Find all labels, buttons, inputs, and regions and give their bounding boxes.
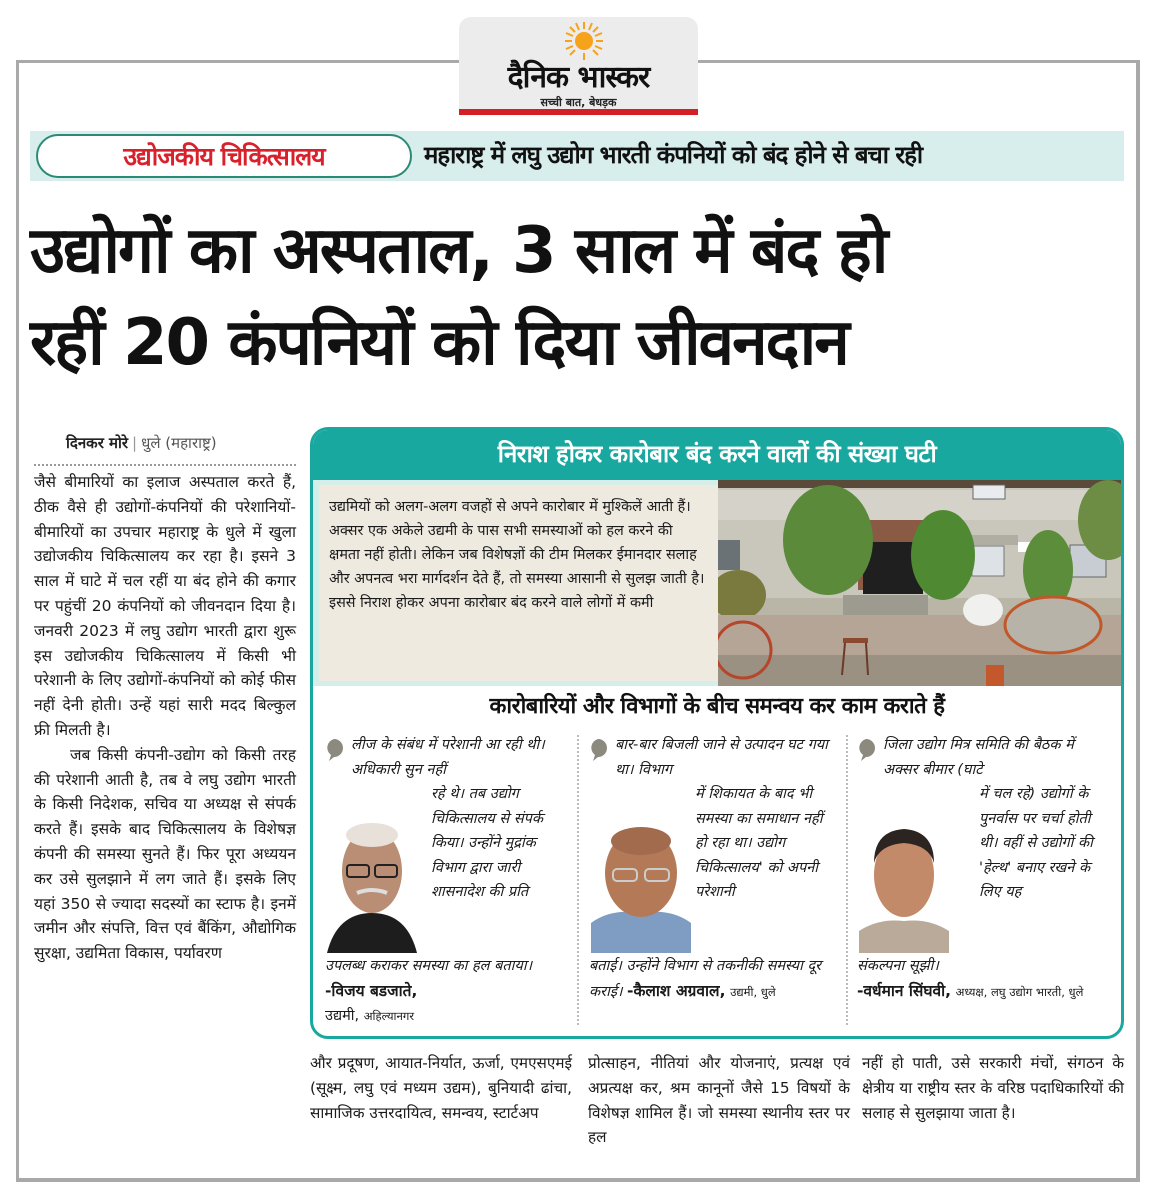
byline-separator: | (132, 434, 138, 452)
body-paragraph: जब किसी कंपनी-उद्योग को किसी तरह की परेशानी आती है, तब वे लघु उद्योग भारती के किसी निदेशक, सचिव या अध्यक्ष से संपर्क करते हैं। इसके बाद चिकित्सालय के विशेषज्ञ कंपनी की समस्या सुनते हैं। फिर पूरा अध्ययन कर उसे सुलझाने में लग जाते हैं। इसके लिए यहां 350 से ज्यादा सदस्यों का स्टाफ है। इनमें जमीन और संपत्ति, वित्त एवं बैंकिंग, औद्योगिक सुरक्षा, उद्यमिता विकास, पर्यावरण (34, 745, 296, 963)
quote-card (853, 733, 1115, 1033)
article-body-column-3: प्रोत्साहन, नीतियां और योजनाएं, प्रत्यक्ष एवं अप्रत्यक्ष कर, श्रम कानूनों जैसे 15 विषयों के विशेषज्ञ शामिल हैं। जो समस्या स्थानीय स्तर पर हल (588, 1054, 850, 1147)
quotes-section-title: कारोबारियों और विभागों के बीच समन्वय कर काम कराते हैं (489, 694, 945, 719)
portrait-photo (859, 813, 949, 953)
section-label-pill (36, 134, 412, 178)
quote-author-name: -वर्धमान सिंघवी, (857, 981, 952, 1000)
quote-author-name: -विजय बडजाते, (325, 981, 418, 1000)
byline (66, 433, 217, 453)
kicker-subheading: महाराष्ट्र में लघु उद्योग भारती कंपनियों को बंद होने से बचा रही (424, 141, 923, 169)
quote-text-bottom (325, 954, 572, 1029)
body-paragraph: जैसे बीमारियों का इलाज अस्पताल करते हैं, ठीक वैसे ही उद्योगों-कंपनियों की परेशानियों-बीमारियों का उपचार महाराष्ट्र के धुले में खुला उद्योजकीय चिकित्सालय कर रहा है। इसने 3 साल में घाटे में चल रहीं या बंद होने की कगार पर पहुंचीं 20 कंपनियों को जीवनदान दिया है। जनवरी 2023 में लघु उद्योग भारती द्वारा शुरू इस उद्योजकीय चिकित्सालय में किसी भी परेशानी के लिए उद्योगों-कंपनियों को कोई फीस नहीं देनी होती। उन्हें यहां सारी मदद बिल्कुल फ्री मिलती है। (34, 473, 296, 739)
quote-text: लीज के संबंध में परेशानी आ रही थी। अधिकारी सुन नहीं (351, 737, 545, 778)
quote-text-bottom (589, 954, 836, 1004)
author-name: दिनकर मोरे (66, 434, 129, 452)
quote-text: बताई। उन्होंने विभाग से तकनीकी समस्या दूर कराई। (589, 958, 822, 1000)
quote-text-bottom (857, 954, 1111, 1004)
byline-divider (34, 464, 296, 466)
masthead (459, 17, 698, 110)
headline-line-2: रहीं 20 कंपनियों को दिया जीवनदान (30, 306, 848, 380)
column-divider (577, 735, 579, 1025)
quote-author-place: उद्यमी, धुले (730, 984, 776, 999)
article-body-column-2: और प्रदूषण, आयात-निर्यात, ऊर्जा, एमएसएमई (सूक्ष्म, लघु एवं मध्यम उद्यम), बुनियादी ढांचा, सामाजिक उत्तरदायित्व, समन्वय, स्टार्टअप (310, 1054, 572, 1122)
quote-mark-icon (589, 739, 607, 761)
main-headline (30, 205, 1124, 389)
quote-author-role: उद्यमी, (325, 1008, 360, 1025)
feature-upper-band (313, 480, 1121, 686)
dateline-place: धुले (महाराष्ट्र) (141, 434, 217, 452)
quote-text: में शिकायत के बाद भी समस्या का समाधान नहीं हो रहा था। उद्योग चिकित्सालय' को अपनी परेशानी (695, 786, 823, 901)
kicker-band (30, 131, 1124, 181)
masthead-underline (459, 109, 698, 115)
quote-author-place: अध्यक्ष, लघु उद्योग भारती, धुले (955, 984, 1084, 999)
quote-mark-icon (325, 739, 343, 761)
column-divider (846, 735, 848, 1025)
feature-intro-text: उद्यमियों को अलग-अलग वजहों से अपने कारोबार में मुश्किलें आती हैं। अक्सर एक अकेले उद्यमी के पास सभी समस्याओं को हल करने की क्षमता नहीं होती। लेकिन जब विशेषज्ञों की टीम मिलकर ईमानदार सलाह और अपनत्व भरा मार्गदर्शन देते हैं, तो समस्या आसानी से सुलझ जाती है। इससे निराश होकर अपना कारोबार बंद करने वाले लोगों में कमी (319, 485, 718, 681)
quote-text: बार-बार बिजली जाने से उत्पादन घट गया था। विभाग (615, 737, 828, 778)
quote-card (585, 733, 840, 1033)
brand-name: दैनिक भास्कर (507, 60, 650, 95)
brand-tagline: सच्ची बात, बेधड़क (540, 96, 617, 109)
quote-text: संकल्पना सूझी। (857, 958, 939, 974)
section-label: उद्योजकीय चिकित्सालय (123, 142, 325, 171)
building-photo (718, 480, 1121, 686)
quote-text: में चल रहे) उद्योगों के पुनर्वास पर चर्चा होती थी। वहीं से उद्योगों की 'हेल्थ' बनाए रखने के लिए यह (979, 786, 1093, 901)
article-body-left-column (34, 470, 296, 966)
headline-line-1: उद्योगों का अस्पताल, 3 साल में बंद हो (30, 214, 887, 288)
article-body-column-4: नहीं हो पाती, उसे सरकारी मंचों, संगठन के क्षेत्रीय या राष्ट्रीय स्तर के वरिष्ठ पदाधिकारियों की सलाह से सुलझाया जाता है। (862, 1054, 1124, 1122)
quote-author-name: -कैलाश अग्रवाल, (627, 981, 726, 1000)
feature-box-title: निराश होकर कारोबार बंद करने वालों की संख्या घटी (313, 430, 1121, 480)
quote-text: जिला उद्योग मित्र समिति की बैठक में अक्सर बीमार (घाटे (883, 737, 1074, 778)
quote-author-place: अहिल्यानगर (363, 1009, 415, 1024)
quote-card (321, 733, 576, 1033)
portrait-photo (591, 813, 691, 953)
feature-box (310, 427, 1124, 1039)
quote-text: रहे थे। तब उद्योग चिकित्सालय से संपर्क किया। उन्होंने मुद्रांक विभाग द्वारा जारी शासनादेश की प्रति (431, 786, 543, 901)
quote-mark-icon (857, 739, 875, 761)
portrait-photo (327, 813, 417, 953)
quote-text: उपलब्ध कराकर समस्या का हल बताया। (325, 958, 533, 974)
